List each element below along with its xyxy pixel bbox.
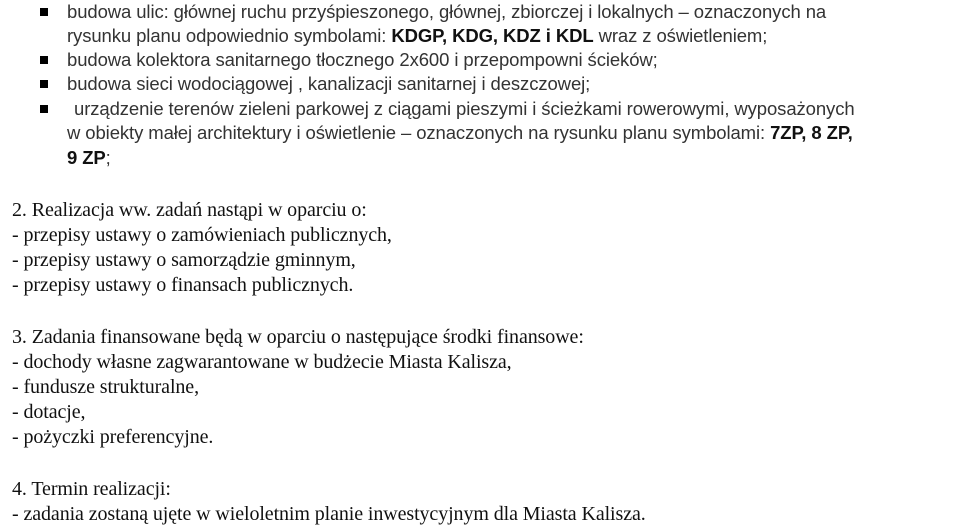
section-2-item-3: - przepisy ustawy o finansach publicznych. [12, 274, 354, 296]
square-bullet-icon [40, 105, 48, 113]
bullet-1-text-end: wraz z oświetleniem; [593, 25, 768, 46]
bullet-2: budowa kolektora sanitarnego tłocznego 2x600 i przepompowni ścieków; [67, 49, 658, 70]
section-3-item-2: - fundusze strukturalne, [12, 376, 199, 398]
bullet-1-line-1: budowa ulic: głównej ruchu przyśpieszonego, głównej, zbiorczej i lokalnych – oznaczonych na [67, 1, 827, 22]
section-3-item-4: - pożyczki preferencyjne. [12, 426, 214, 448]
section-2-item-2: - przepisy ustawy o samorządzie gminnym, [12, 249, 356, 271]
bullet-4-symbols: 7ZP, 8 ZP, [770, 122, 853, 143]
section-2-item-1: - przepisy ustawy o zamówieniach publicznych, [12, 224, 392, 246]
square-bullet-icon [40, 8, 48, 16]
bullet-1-line-2 [67, 24, 767, 48]
section-4-heading: 4. Termin realizacji: [12, 478, 171, 500]
bullet-4-line-2 [67, 121, 853, 145]
section-4-item-1: - zadania zostaną ujęte w wieloletnim planie inwestycyjnym dla Miasta Kalisza. [12, 503, 646, 525]
section-3-heading: 3. Zadania finansowane będą w oparciu o następujące środki finansowe: [12, 326, 584, 348]
section-3-item-3: - dotacje, [12, 401, 86, 423]
bullet-1-text: rysunku planu odpowiednio symbolami: [67, 25, 392, 46]
bullet-4-text-end: ; [105, 147, 111, 168]
bullet-4-line-3 [67, 146, 111, 170]
square-bullet-icon [40, 80, 48, 88]
bullet-4-line-1: urządzenie terenów zieleni parkowej z ciągami pieszymi i ścieżkami rowerowymi, wyposażonych [74, 98, 855, 119]
bullet-1-symbols: KDGP, KDG, KDZ i KDL [391, 25, 594, 46]
bullet-3: budowa sieci wodociągowej , kanalizacji sanitarnej i deszczowej; [67, 73, 591, 94]
section-3-item-1: - dochody własne zagwarantowane w budżecie Miasta Kalisza, [12, 351, 512, 373]
bullet-4-symbol-end: 9 ZP [67, 147, 106, 168]
bullet-4-text: w obiekty małej architektury i oświetlenie – oznaczonych na rysunku planu symbolami: [67, 122, 771, 143]
square-bullet-icon [40, 56, 48, 64]
section-2-heading: 2. Realizacja ww. zadań nastąpi w oparciu o: [12, 199, 367, 221]
